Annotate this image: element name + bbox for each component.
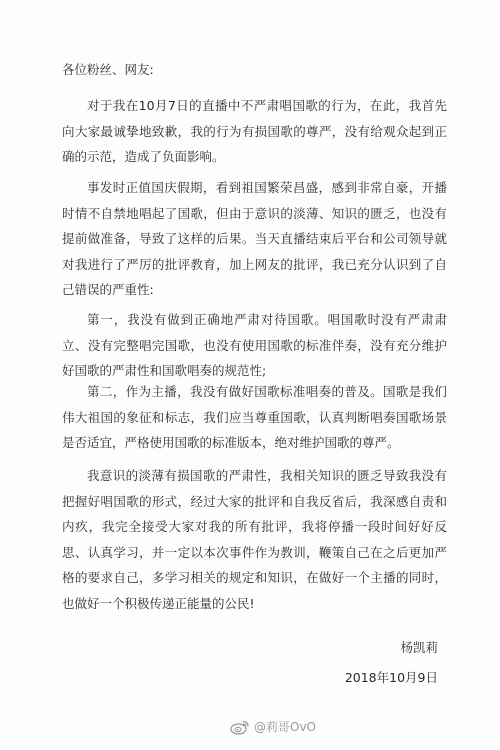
letter-paragraph-conclusion: 我意识的淡薄有损国歌的严肃性，我相关知识的匮乏导致我没有把握好唱国歌的形式，经过大家的批评和自我反省后，我深感自责和内疚，我完全接受大家对我的所有批评，我将停播一段时间好好反思、认真学习，并一定以本次事件作为教训，鞭策自己在之后更加严格的要求自己，多学习相关的规定和知识，在做好一个主播的同时，也做好一个积极传递正能量的公民! [62, 468, 447, 611]
letter-paragraph-apology: 对于我在10月7日的直播中不严肃唱国歌的行为，在此，我首先向大家最诚挚地致歉，我的行为有损国歌的尊严，没有给观众起到正确的示范，造成了负面影响。 [62, 98, 447, 164]
letter-paragraph-point-one: 第一，我没有做到正确地严肃对待国歌。唱国歌时没有严肃肃立、没有完整唱完国歌，也没有使用国歌的标准伴奏，没有充分维护好国歌的严肃性和国歌唱奏的规范性; [62, 312, 447, 378]
weibo-logo-icon [230, 719, 250, 735]
weibo-watermark [230, 719, 316, 735]
letter-paragraph-point-two: 第二，作为主播，我没有做好国歌标准唱奏的普及。国歌是我们伟大祖国的象征和标志，我们应当尊重国歌，认真判断唱奏国歌场景是否适宜，严格使用国歌的标准版本，绝对维护国歌的尊严。 [62, 384, 447, 450]
watermark-handle: @莉哥OvO [254, 720, 316, 734]
letter-paragraph-background: 事发时正值国庆假期，看到祖国繁荣昌盛，感到非常自豪，开播时情不自禁地唱起了国歌，但由于意识的淡薄、知识的匮乏，也没有提前做准备，导致了这样的后果。当天直播结束后平台和公司领导就对我进行了严厉的批评教育，加上网友的批评，我已充分认识到了自己错误的严重性: [62, 180, 447, 297]
letter-signature: 杨凯莉 [400, 640, 438, 655]
letter-salutation: 各位粉丝、网友: [62, 62, 154, 77]
letter-date: 2018年10月9日 [344, 670, 438, 685]
